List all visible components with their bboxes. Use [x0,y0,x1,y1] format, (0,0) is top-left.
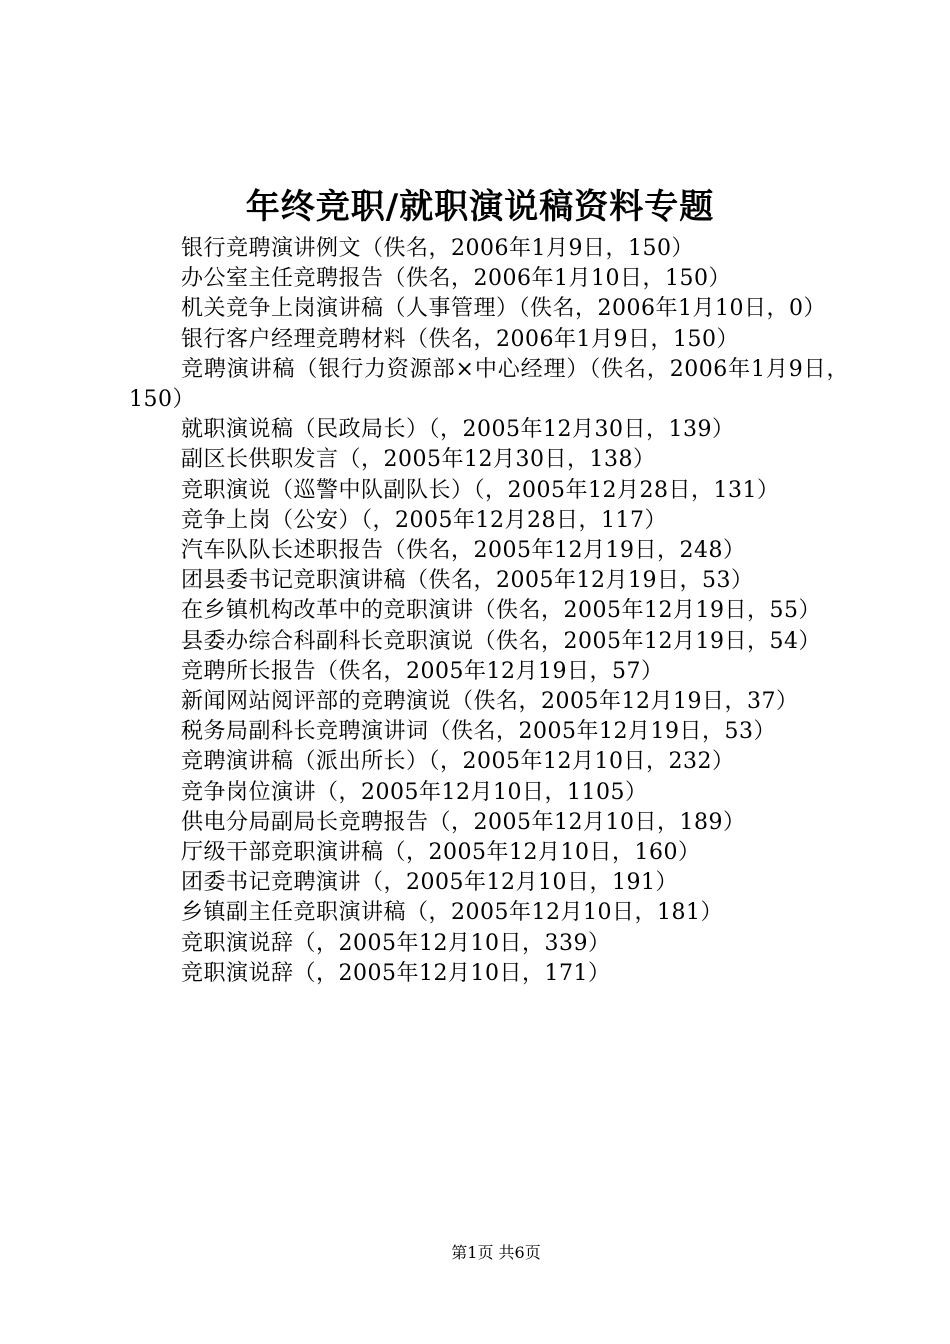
list-item: 竞职演说辞（，2005年12月10日，171） [181,960,611,986]
list-item: 供电分局副局长竞聘报告（，2005年12月10日，189） [181,809,746,835]
list-item: 税务局副科长竞聘演讲词（佚名，2005年12月19日，53） [181,719,776,745]
list-item: 竞聘演讲稿（银行力资源部×中心经理）（佚名，2006年1月9日，150） [129,356,849,413]
page-title: 年终竞职/就职演说稿资料专题 [245,187,715,227]
list-item: 团县委书记竞职演讲稿（佚名，2005年12月19日，53） [181,568,754,594]
list-item: 厅级干部竞职演讲稿（，2005年12月10日，160） [181,840,701,866]
list-item: 竞聘演讲稿（派出所长）（，2005年12月10日，232） [181,749,735,775]
list-item: 银行竞聘演讲例文（佚名，2006年1月9日，150） [181,236,694,261]
list-item: 竞争岗位演讲（，2005年12月10日，1105） [181,779,648,805]
list-item: 竞职演说（巡警中队副队长）（，2005年12月28日，131） [181,477,780,503]
list-item: 在乡镇机构改革中的竞职演讲（佚名，2005年12月19日，55） [181,598,821,624]
list-item: 银行客户经理竞聘材料（佚名，2006年1月9日，150） [181,326,739,352]
list-item: 乡镇副主任竞职演讲稿（，2005年12月10日，181） [181,900,723,926]
list-item: 汽车队队长述职报告（佚名，2005年12月19日，248） [181,538,746,564]
page-number: 第1页 共6页 [451,1243,541,1262]
entry-list [129,234,849,989]
list-item: 竞争上岗（公安）（，2005年12月28日，117） [181,507,667,533]
list-item: 就职演说稿（民政局长）（，2005年12月30日，139） [181,417,735,443]
list-item: 办公室主任竞聘报告（佚名，2006年1月10日，150） [181,266,731,292]
list-item: 竞职演说辞（，2005年12月10日，339） [181,930,611,956]
list-item: 机关竞争上岗演讲稿（人事管理）（佚名，2006年1月10日，0） [181,296,826,322]
list-item: 县委办综合科副科长竞职演说（佚名，2005年12月19日，54） [181,628,821,654]
list-item: 竞聘所长报告（佚名，2005年12月19日，57） [181,658,664,684]
list-item: 副区长供职发言（，2005年12月30日，138） [181,447,656,473]
list-item: 新闻网站阅评部的竞聘演说（佚名，2005年12月19日，37） [181,689,799,715]
list-item: 团委书记竞聘演讲（，2005年12月10日，191） [181,870,678,896]
